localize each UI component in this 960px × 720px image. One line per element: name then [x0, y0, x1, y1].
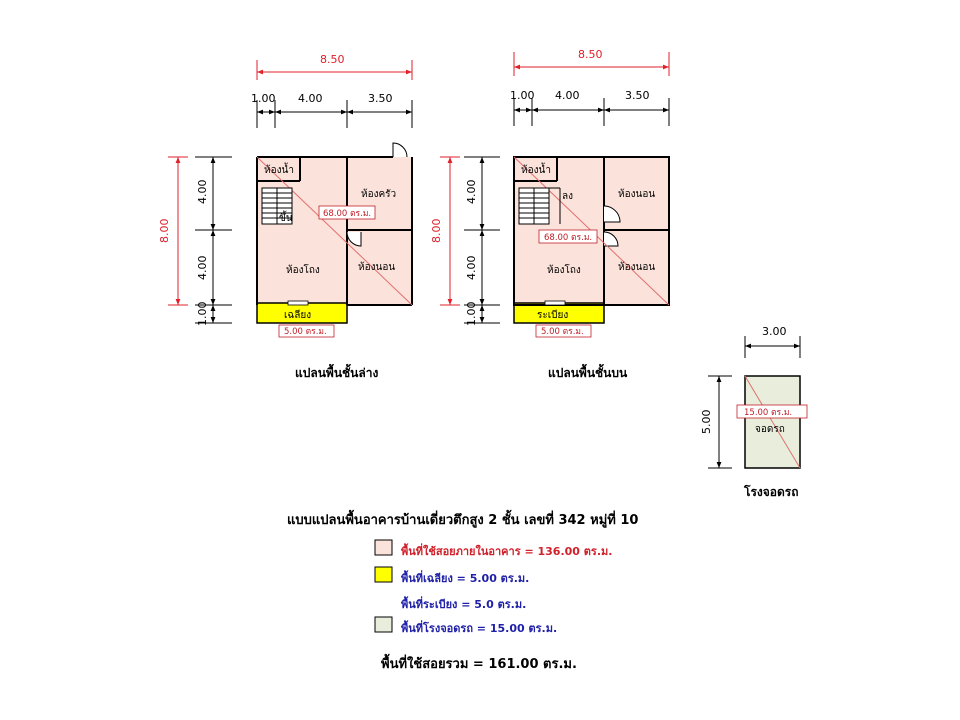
ground-floor-plan [158, 53, 412, 380]
garage-plan [700, 325, 807, 499]
ground-terrace-door [288, 301, 308, 305]
ground-dim-v3: 1.00 [196, 301, 209, 326]
upper-bedroom2-label: ห้องนอน [618, 262, 656, 273]
upper-dim-total: 8.50 [578, 48, 603, 61]
upper-area-value: 68.00 ตร.ม. [544, 233, 593, 243]
upper-living-label: ห้องโถง [547, 265, 581, 276]
ground-dim-seg-1: 1.00 [251, 92, 276, 105]
upper-floor-plan [430, 48, 669, 380]
ground-dim-total: 8.50 [320, 53, 345, 66]
total-area: พื้นที่ใช้สอยรวม = 161.00 ตร.ม. [381, 657, 577, 672]
legend-terrace-label: พื้นที่เฉลียง = 5.00 ตร.ม. [401, 572, 530, 585]
legend [375, 540, 612, 635]
garage-area-value: 15.00 ตร.ม. [744, 408, 793, 418]
legend-indoor-label: พื้นที่ใช้สอยภายในอาคาร = 136.00 ตร.ม. [401, 545, 613, 558]
legend-terrace-swatch [375, 567, 392, 582]
upper-dim-seg-3: 3.50 [625, 89, 650, 102]
upper-dim-vertical [430, 157, 500, 326]
upper-floor-caption: แปลนพื้นชั้นบน [548, 366, 628, 380]
sheet-title: แบบแปลนพื้นอาคารบ้านเดี่ยวตึกสูง 2 ชั้น เลขที่ 342 หมู่ที่ 10 [287, 513, 639, 528]
legend-garage-swatch [375, 617, 392, 632]
ground-bathroom-label: ห้องน้ำ [264, 165, 294, 176]
legend-balcony-label: พื้นที่ระเบียง = 5.0 ตร.ม. [401, 598, 527, 611]
upper-dim-height: 8.00 [430, 218, 443, 243]
upper-dim-v3: 1.00 [465, 301, 478, 326]
ground-terrace-area-value: 5.00 ตร.ม. [284, 327, 327, 337]
upper-dim-seg-2: 4.00 [555, 89, 580, 102]
ground-area-value: 68.00 ตร.ม. [323, 209, 372, 219]
ground-dim-v1: 4.00 [196, 179, 209, 204]
ground-bedroom-label: ห้องนอน [358, 262, 396, 273]
garage-dim-horizontal [745, 325, 800, 358]
ground-dim-height: 8.00 [158, 218, 171, 243]
ground-dim-vertical [158, 157, 232, 326]
upper-stair-label: ลง [562, 191, 574, 202]
ground-stair-label: ขึ้น [279, 213, 293, 224]
upper-dim-v1: 4.00 [465, 179, 478, 204]
ground-terrace-label: เฉลียง [284, 310, 312, 321]
upper-dim-seg-1: 1.00 [510, 89, 535, 102]
ground-dim-v2: 4.00 [196, 255, 209, 280]
ground-floor-caption: แปลนพื้นชั้นล่าง [295, 366, 379, 380]
legend-garage-label: พื้นที่โรงจอดรถ = 15.00 ตร.ม. [401, 622, 558, 635]
garage-dim-width: 3.00 [762, 325, 787, 338]
ground-kitchen-label: ห้องครัว [361, 189, 397, 200]
upper-dim-horizontal [510, 48, 669, 126]
upper-dim-v2: 4.00 [465, 255, 478, 280]
garage-dim-height: 5.00 [700, 409, 713, 434]
legend-indoor-swatch [375, 540, 392, 555]
upper-balcony-area-value: 5.00 ตร.ม. [541, 327, 584, 337]
ground-main-door [393, 143, 407, 157]
upper-balcony-door [545, 301, 565, 305]
ground-dim-horizontal [251, 53, 412, 128]
upper-bedroom1-label: ห้องนอน [618, 189, 656, 200]
upper-balcony-label: ระเบียง [537, 310, 569, 321]
upper-bathroom-label: ห้องน้ำ [521, 165, 551, 176]
ground-dim-seg-2: 4.00 [298, 92, 323, 105]
garage-dim-vertical [700, 376, 732, 468]
ground-dim-seg-3: 3.50 [368, 92, 393, 105]
ground-living-label: ห้องโถง [286, 265, 320, 276]
garage-room-label: จอดรถ [755, 424, 785, 435]
garage-caption: โรงจอดรถ [744, 485, 799, 499]
